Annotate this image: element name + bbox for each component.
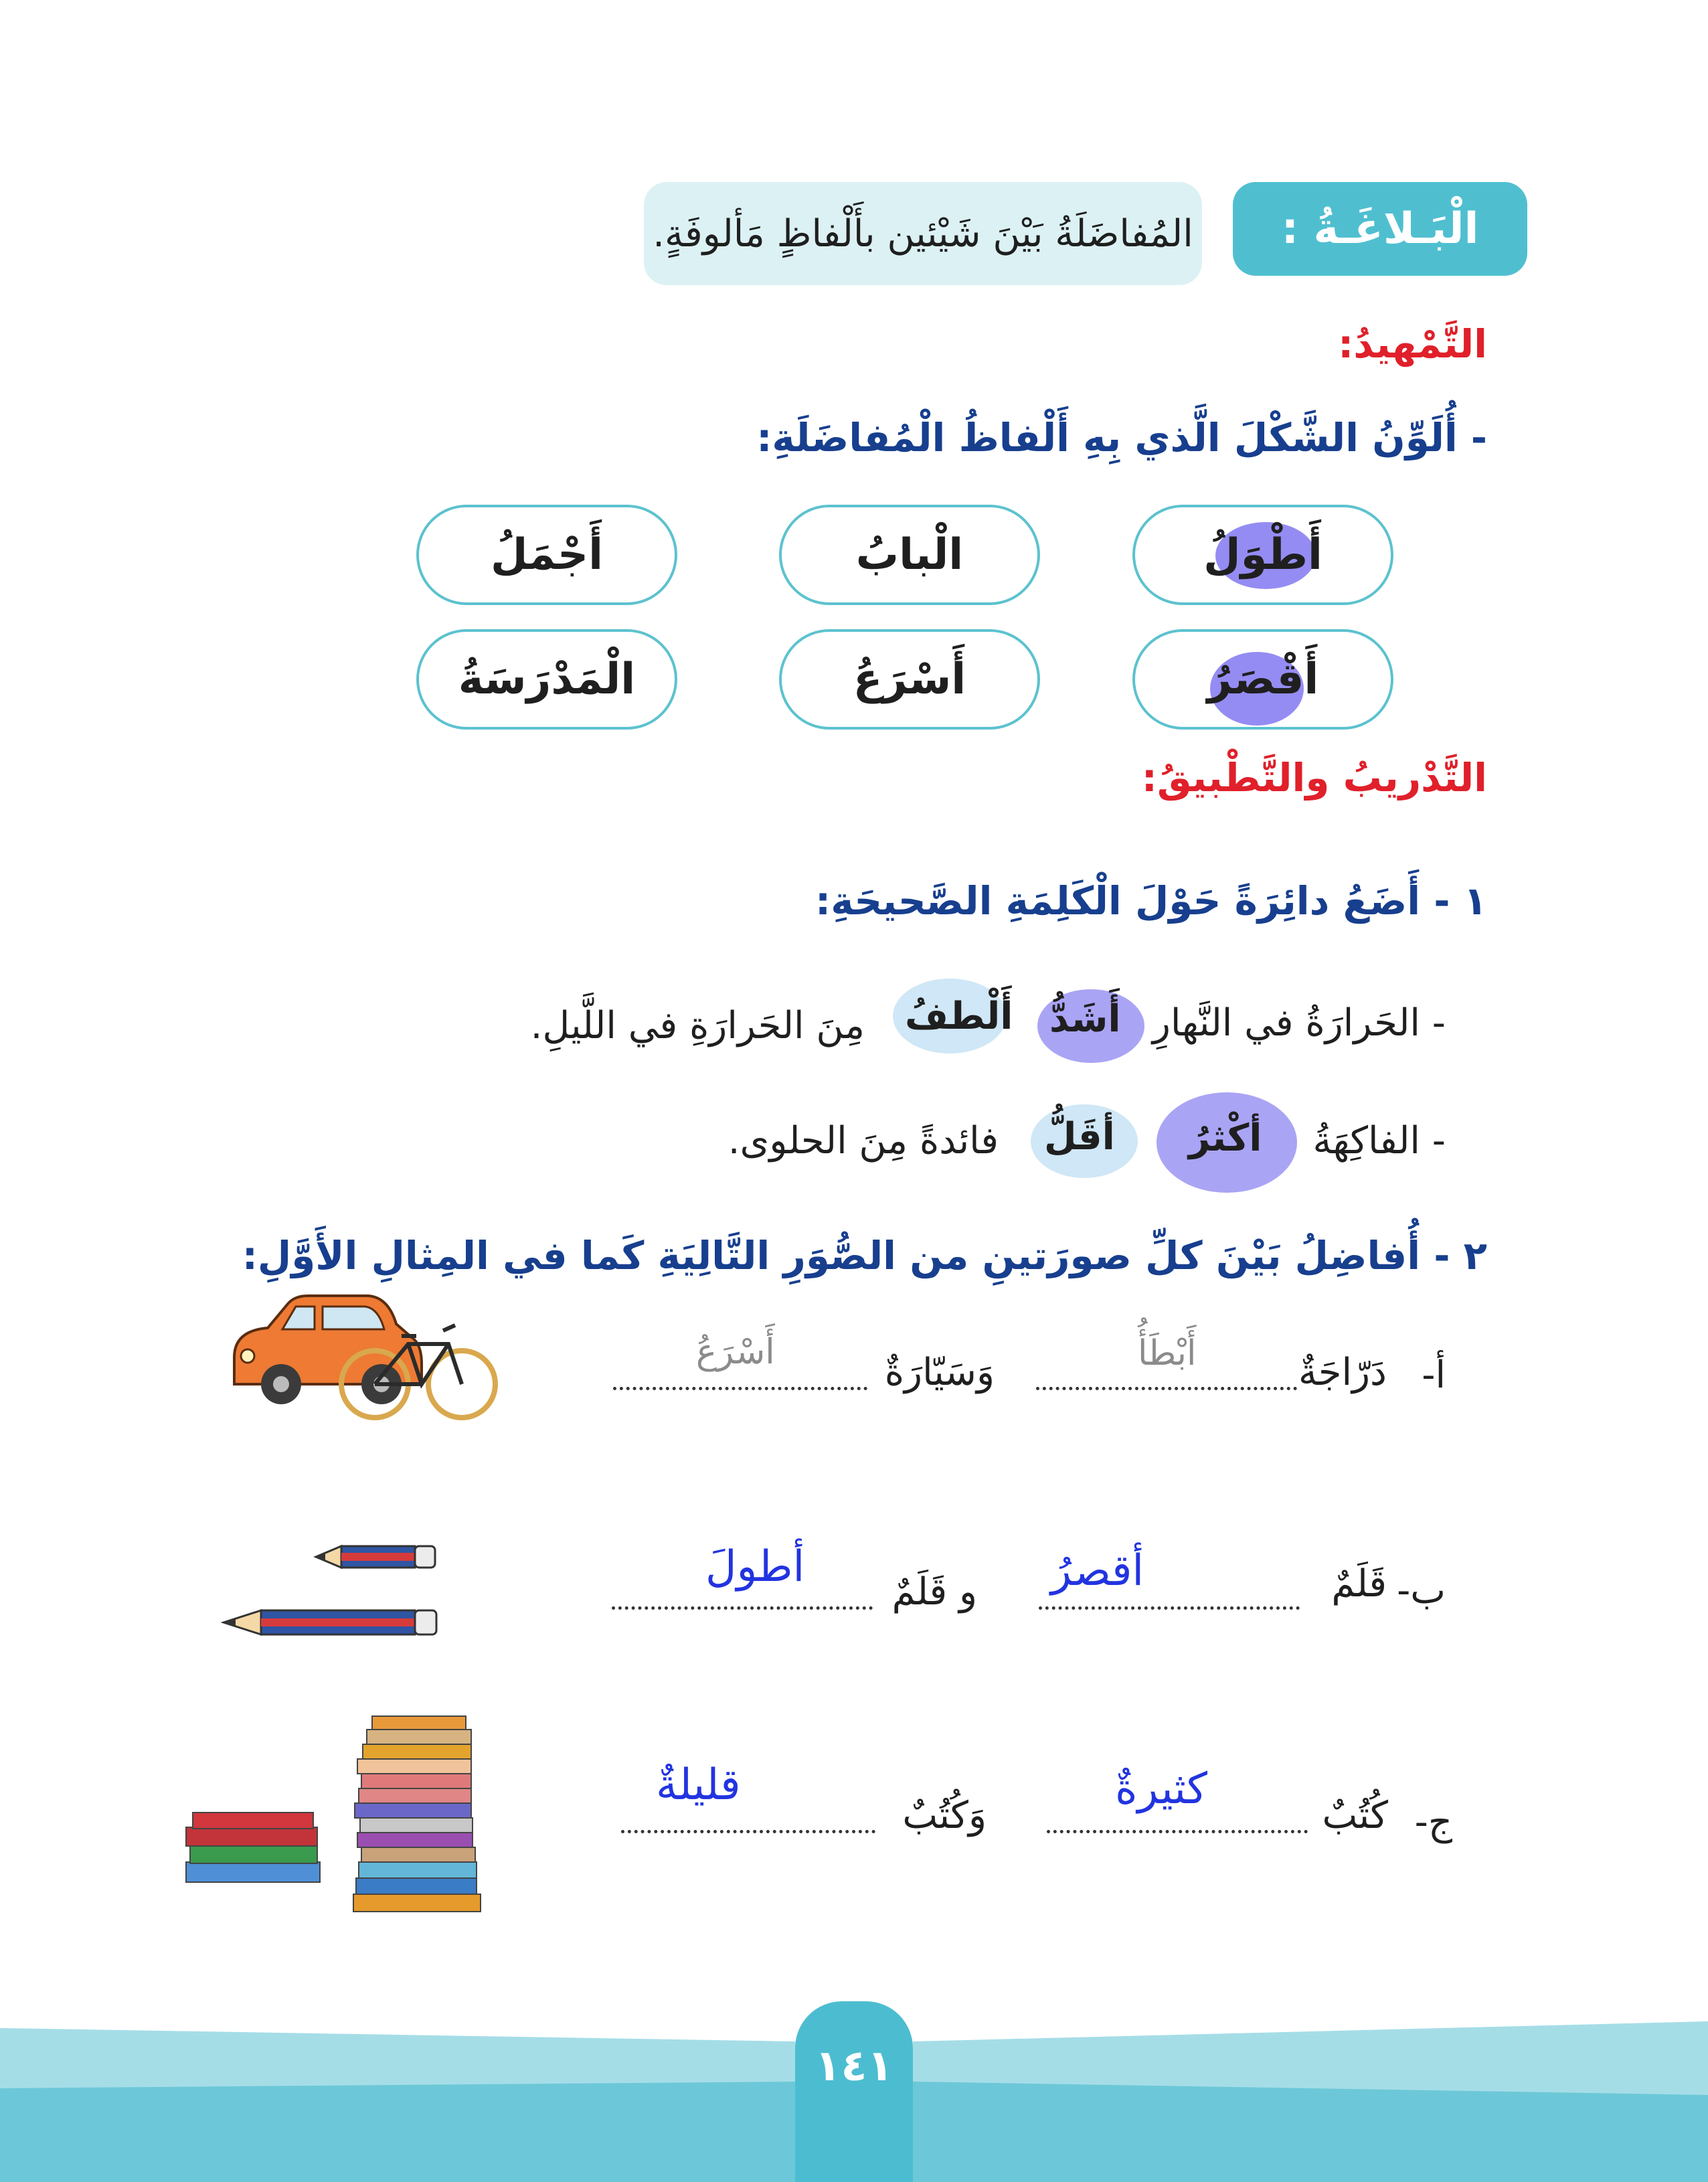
q2a-answer1: أَبْطَأُ <box>1138 1333 1197 1373</box>
q1-line2-start: - الفاكِهَةُ <box>1312 1119 1446 1163</box>
q1-title: ١ - أَضَعُ دائِرَةً حَوْلَ الْكَلِمَةِ الصَّحيحَةِ: <box>815 878 1487 924</box>
answer-blank[interactable] <box>613 1387 867 1390</box>
section-title-badge: الْبَـلاغَـةُ : <box>1233 182 1527 276</box>
option-word: الْبابُ <box>855 530 964 580</box>
q2b-label: ب- <box>1397 1569 1446 1612</box>
option-word: أَسْرَعُ <box>853 655 966 704</box>
q1-line2-option-b[interactable]: أقَلُّ <box>1044 1115 1115 1159</box>
q1-line1-start: - الحَرارَةُ في النَّهارِ <box>1152 1001 1446 1045</box>
intro-heading: التَّمْهيدُ: <box>1338 321 1487 367</box>
q2b-answer2: أطولَ <box>705 1542 805 1592</box>
books-illustration <box>179 1713 494 1914</box>
q1-line1-option-a[interactable]: أَشَدُّ <box>1049 997 1121 1041</box>
option-word: الْمَدْرَسَةُ <box>458 655 636 704</box>
q2a-answer2: أَسْرَعُ <box>696 1332 775 1372</box>
answer-blank[interactable] <box>1047 1830 1308 1833</box>
practice-heading: التَّدْريبُ والتَّطْبيقُ: <box>1141 755 1487 801</box>
q1-line2-end: فائدةً مِنَ الحلوى. <box>728 1119 999 1163</box>
pencils-illustration <box>221 1539 448 1647</box>
q1-line2-option-a[interactable]: أكْثرُ <box>1189 1116 1262 1160</box>
option-word: أَطْوَلُ <box>1203 530 1322 580</box>
q2c-label: ج- <box>1414 1800 1452 1844</box>
intro-instruction: - أُلَوِّنُ الشَّكْلَ الَّذي بِهِ أَلْفاظُ الْمُفاضَلَةِ: <box>756 415 1487 460</box>
q2b-answer1: أقصرُ <box>1051 1546 1144 1596</box>
section-definition: المُفاضَلَةُ بَيْنَ شَيْئين بأَلْفاظٍ مَألوفَةٍ. <box>644 182 1202 285</box>
option-pill-3[interactable] <box>416 505 677 605</box>
q2c-word1: كُتُبٌ <box>1322 1794 1388 1837</box>
option-pill-5[interactable] <box>779 629 1040 730</box>
q2a-word1: دَرّاجَةٌ <box>1298 1351 1387 1394</box>
option-pill-4[interactable] <box>1132 629 1393 730</box>
page-number: ١٤١ <box>795 2001 913 2182</box>
q1-line1-end: مِنَ الحَرارَةِ في اللَّيلِ. <box>530 1004 865 1047</box>
q2a-word2: وَسَيّارَةٌ <box>884 1351 995 1394</box>
answer-blank[interactable] <box>1039 1606 1300 1610</box>
answer-blank[interactable] <box>612 1606 873 1610</box>
q1-line1-option-b[interactable]: أَلْطفُ <box>905 995 1013 1038</box>
car-bicycle-illustration <box>221 1284 502 1431</box>
q2c-answer1: كثيرةٌ <box>1115 1764 1207 1814</box>
answer-blank[interactable] <box>621 1830 875 1833</box>
q2b-word2: و قَلَمٌ <box>891 1570 977 1614</box>
option-pill-1[interactable] <box>1132 505 1393 605</box>
q2a-label: أ- <box>1422 1353 1446 1397</box>
option-word: أَقْصَرُ <box>1207 655 1319 704</box>
option-pill-6[interactable] <box>416 629 677 730</box>
option-pill-2[interactable] <box>779 505 1040 605</box>
q2b-word1: قَلَمٌ <box>1331 1562 1387 1606</box>
q2-title: ٢ - أُفاضِلُ بَيْنَ كلِّ صورَتينِ من الصُّوَرِ التَّالِيَةِ كَما في المِثالِ الأَوَّلِ: <box>242 1233 1487 1278</box>
q2c-answer2: قليلةٌ <box>656 1760 741 1810</box>
option-word: أَجْمَلُ <box>490 530 604 580</box>
q2c-word2: وَكُتُبٌ <box>902 1794 987 1837</box>
answer-blank[interactable] <box>1036 1387 1297 1390</box>
